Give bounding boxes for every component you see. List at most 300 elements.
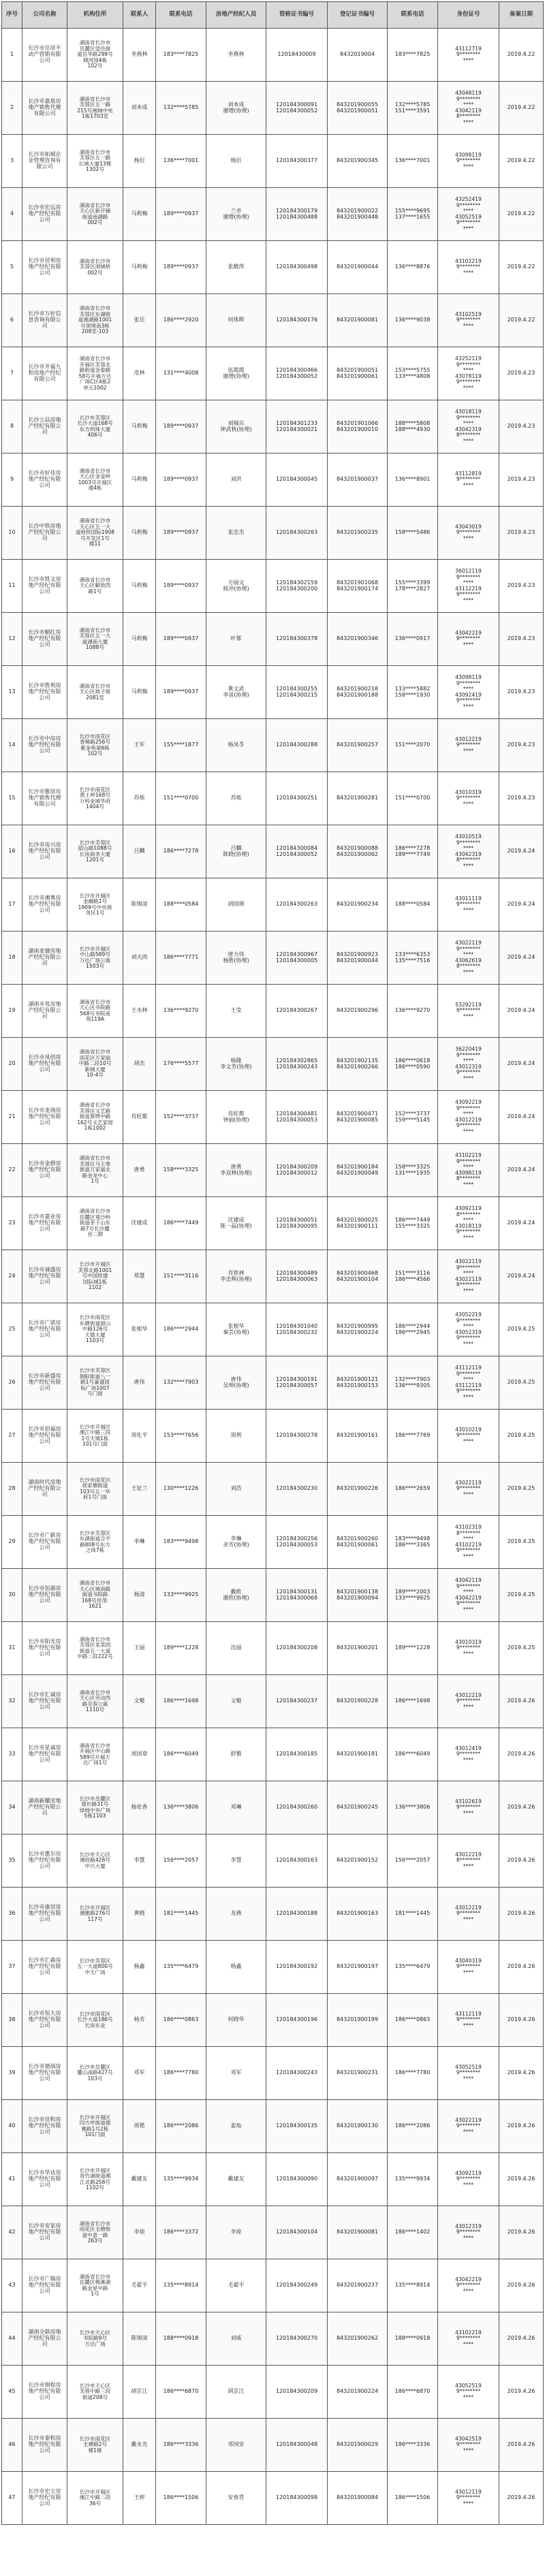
- qualification-cell: 120184300498: [266, 241, 328, 294]
- contact-cell: 马莉梅: [123, 188, 156, 241]
- table-row: [2, 2312, 544, 2366]
- serial-cell: 22: [2, 1144, 22, 1197]
- contact-cell: 李燕林: [123, 29, 156, 82]
- serial-cell: 43: [2, 2259, 22, 2312]
- registration-cell: 843201900084: [328, 2472, 388, 2525]
- table-row: [2, 1144, 544, 1197]
- contact-cell: 杨鑫: [123, 1941, 156, 1994]
- address-cell: 湖南省长沙市 岳麓区梅溪湖 路金星中路 1号: [67, 2259, 123, 2312]
- table-row: [2, 400, 544, 454]
- qualification-cell: 120184301040 120184300232: [266, 1303, 328, 1356]
- filing-date-cell: 2019.4.24: [499, 1091, 544, 1144]
- agent-phone-cell: 151****3116 186****4566: [388, 1250, 438, 1303]
- agent-cell: 李燕林: [206, 29, 266, 82]
- contact-cell: 刘天尚: [123, 932, 156, 985]
- serial-cell: 39: [2, 2047, 22, 2100]
- serial-cell: 20: [2, 1038, 22, 1091]
- contact-cell: 张岳: [123, 294, 156, 347]
- agent-phone-cell: 155****3399 178****2827: [388, 560, 438, 613]
- agent-cell: 伍霞霞 谢增(协理): [206, 347, 266, 400]
- address-cell: 湖南省长沙市 芙蓉区韭菜园 街道五一大道 中路二段222号: [67, 1622, 123, 1675]
- qualification-cell: 120184300091 120184300052: [266, 82, 328, 135]
- contact-cell: 杨伦香: [123, 1781, 156, 1834]
- contact-cell: 李琳: [123, 1516, 156, 1569]
- company-cell: 湖南时代房地 产经纪有限公 司: [22, 1463, 67, 1516]
- agent-cell: 叶郁: [206, 613, 266, 666]
- company-cell: 长沙市恒大房 地产经纪有限 公司: [22, 1994, 67, 2047]
- filing-date-cell: 2019.4.23: [499, 560, 544, 613]
- registry-table: [1, 1, 544, 2525]
- agent-cell: 何晓华: [206, 1994, 266, 2047]
- contact-cell: 陈锦清: [123, 878, 156, 932]
- address-cell: 湖南省长沙市 芙蓉区东湖街 道湘湖路1001 号领境南3栋 208室-103: [67, 294, 123, 347]
- company-cell: 长沙市汇森房 地产经纪有限 公司: [22, 1941, 67, 1994]
- id-number-cell: 43052519 9******** ****: [438, 2366, 499, 2419]
- address-cell: 长沙市开福区 湘雅路276号 117号: [67, 1888, 123, 1941]
- registration-cell: 843201900471 843201900085: [328, 1091, 388, 1144]
- address-cell: 长沙市雨花区 侯家塘街道 103号五一华 府1号门面: [67, 1463, 123, 1516]
- registration-cell: 843201900257: [328, 719, 388, 772]
- serial-cell: 42: [2, 2206, 22, 2259]
- filing-date-cell: 2019.4.26: [499, 2366, 544, 2419]
- contact-cell: 王征兰: [123, 1463, 156, 1516]
- address-cell: 长沙市芙蓉区 韶山路1088号 长房商务大厦 1201号: [67, 825, 123, 878]
- contact-phone-cell: 189****0937: [156, 507, 206, 560]
- agent-phone-cell: 158****3325 131****1935: [388, 1144, 438, 1197]
- agent-phone-cell: 186****7780: [388, 2047, 438, 2100]
- agent-cell: 杨衍: [206, 135, 266, 188]
- id-number-cell: 43011119 9******** ****: [438, 878, 499, 932]
- qualification-cell: 120184300377: [266, 135, 328, 188]
- filing-date-cell: 2019.4.24: [499, 878, 544, 932]
- agent-cell: 戴建友: [206, 2153, 266, 2206]
- contact-phone-cell: 186****7278: [156, 825, 206, 878]
- agent-cell: 张忠杰: [206, 507, 266, 560]
- address-cell: 长沙市开福区 中山路589号 万达广场公寓 1503号: [67, 932, 123, 985]
- agent-cell: 肖旺都 钟丽(协理): [206, 1091, 266, 1144]
- contact-cell: 邓军: [123, 2047, 156, 2100]
- table-row: [2, 666, 544, 719]
- filing-date-cell: 2019.4.23: [499, 666, 544, 719]
- agent-phone-cell: 136****8901: [388, 454, 438, 507]
- filing-date-cell: 2019.4.24: [499, 1250, 544, 1303]
- agent-cell: 唐勇 李双林(协理): [206, 1144, 266, 1197]
- registration-cell: 843201900234: [328, 878, 388, 932]
- qualification-cell: 120184300489 120184300063: [266, 1250, 328, 1303]
- qualification-cell: 120184300466 120184300052: [266, 347, 328, 400]
- header-address: 机构住所: [67, 2, 123, 29]
- contact-cell: 王军: [123, 719, 156, 772]
- table-row: [2, 1622, 544, 1675]
- id-number-cell: 43012219 9******** ****: [438, 1675, 499, 1728]
- serial-cell: 37: [2, 1941, 22, 1994]
- registration-cell: 843201902135 843201900266: [328, 1038, 388, 1091]
- filing-date-cell: 2019.4.26: [499, 1994, 544, 2047]
- agent-cell: 何体辉: [206, 294, 266, 347]
- id-number-cell: 43012319 9******** ****: [438, 2206, 499, 2259]
- serial-cell: 2: [2, 82, 22, 135]
- filing-date-cell: 2019.4.26: [499, 2100, 544, 2153]
- address-cell: 长沙市开福区 四方坪街道德 雅路1号2栋 101门面: [67, 2100, 123, 2153]
- registration-cell: 843201900231: [328, 2047, 388, 2100]
- qualification-cell: 120184300256 120184300053: [266, 1516, 328, 1569]
- registration-cell: 843201900226: [328, 1463, 388, 1516]
- serial-cell: 8: [2, 400, 22, 454]
- company-cell: 长沙市万好信 息咨询有限公 司: [22, 294, 67, 347]
- agent-phone-cell: 136****3806: [388, 1781, 438, 1834]
- registration-cell: 843201900037: [328, 454, 388, 507]
- contact-phone-cell: 189****0937: [156, 188, 206, 241]
- serial-cell: 16: [2, 825, 22, 878]
- company-cell: 长沙市佳和房 地产经纪有限 公司: [22, 2100, 67, 2153]
- registration-cell: 843201900184 843201900049: [328, 1144, 388, 1197]
- agent-phone-cell: 151****0700: [388, 772, 438, 825]
- agent-cell: 张靓萍: [206, 241, 266, 294]
- id-number-cell: 43010319 9******** ****: [438, 772, 499, 825]
- contact-phone-cell: 186****6870: [156, 2366, 206, 2419]
- filing-date-cell: 2019.4.23: [499, 772, 544, 825]
- id-number-cell: 43010219 9******** ****: [438, 1410, 499, 1463]
- agent-cell: 龙燕: [206, 1888, 266, 1941]
- filing-date-cell: 2019.4.22: [499, 294, 544, 347]
- registration-cell: 843201900224: [328, 2366, 388, 2419]
- filing-date-cell: 2019.4.25: [499, 1356, 544, 1410]
- contact-cell: 文魁: [123, 1675, 156, 1728]
- header-id-number: 身份证号: [438, 2, 499, 29]
- agent-phone-cell: 155****9695 137****1655: [388, 188, 438, 241]
- contact-phone-cell: 186****1698: [156, 1675, 206, 1728]
- company-cell: 长沙市凤创房 地产经纪有限 公司: [22, 1038, 67, 1091]
- registration-cell: 843201900296: [328, 985, 388, 1038]
- registration-cell: 843201900245: [328, 1781, 388, 1834]
- contact-cell: 戴永光: [123, 2419, 156, 2472]
- registration-cell: 843201900235: [328, 507, 388, 560]
- qualification-cell: 120184300267: [266, 985, 328, 1038]
- serial-cell: 11: [2, 560, 22, 613]
- table-row: [2, 1834, 544, 1888]
- contact-cell: 唐勇: [123, 1144, 156, 1197]
- address-cell: 长沙市开福区 金融路1号 1909号中央商 务区1号: [67, 878, 123, 932]
- id-number-cell: 43102219 9******** **** 43098119 8******** ****: [438, 1144, 499, 1197]
- table-row: [2, 1410, 544, 1463]
- company-cell: 长沙市宏立房 地产经纪有限 公司: [22, 2472, 67, 2525]
- registration-cell: 843201900345: [328, 135, 388, 188]
- registration-cell: 843201900161: [328, 1410, 388, 1463]
- company-cell: 长沙市新盛房 地产经纪有限 公司: [22, 1356, 67, 1410]
- qualification-cell: 120184300967 120184300005: [266, 932, 328, 985]
- agent-phone-cell: 132****7903 136****9305: [388, 1356, 438, 1410]
- address-cell: 长沙市天心区 书院路9号 万达广场: [67, 2312, 123, 2366]
- agent-cell: 杨鑫: [206, 1941, 266, 1994]
- contact-cell: 黄晓: [123, 1888, 156, 1941]
- agent-cell: 舒雅: [206, 1728, 266, 1781]
- contact-phone-cell: 189****0937: [156, 613, 206, 666]
- company-cell: 长沙市泰和房 地产经纪有限 公司: [22, 2419, 67, 2472]
- agent-phone-cell: 133****6353 135****7516: [388, 932, 438, 985]
- serial-cell: 29: [2, 1516, 22, 1569]
- contact-cell: 毛翟平: [123, 2259, 156, 2312]
- agent-phone-cell: 186****2086: [388, 2100, 438, 2153]
- id-number-cell: 43102619 9******** ****: [438, 1781, 499, 1834]
- id-number-cell: 43102519 9******** ****: [438, 294, 499, 347]
- serial-cell: 47: [2, 2472, 22, 2525]
- address-cell: 长沙市开福区 湘江中路二段 36号: [67, 2472, 123, 2525]
- table-row: [2, 29, 544, 82]
- company-cell: 长沙市锦程房 地产经纪有限 公司: [22, 2366, 67, 2419]
- agent-phone-cell: 189****2003 133****9925: [388, 1569, 438, 1622]
- header-filing-date: 备案日期: [499, 2, 544, 29]
- agent-cell: 李慧: [206, 1834, 266, 1888]
- qualification-cell: 120184300051 120184300095: [266, 1197, 328, 1250]
- serial-cell: 45: [2, 2366, 22, 2419]
- agent-phone-cell: 181****1445: [388, 1888, 438, 1941]
- agent-phone-cell: 188****0584: [388, 878, 438, 932]
- qualification-cell: 120184300278: [266, 1410, 328, 1463]
- contact-cell: 范林: [123, 347, 156, 400]
- qualification-cell: 120184300209 120184300012: [266, 1144, 328, 1197]
- serial-cell: 5: [2, 241, 22, 294]
- contact-cell: 杨清: [123, 1569, 156, 1622]
- address-cell: 湖南省长沙市 天心区坡子街 2081室: [67, 666, 123, 719]
- agent-cell: 张根华 秦芸(协理): [206, 1303, 266, 1356]
- agent-cell: 刘浩: [206, 1463, 266, 1516]
- contact-phone-cell: 189****0937: [156, 241, 206, 294]
- company-cell: 长沙市嘉业房 地产经纪有限 公司: [22, 1197, 67, 1250]
- id-number-cell: 43042219 9******** ****: [438, 613, 499, 666]
- agent-cell: 文魁: [206, 1675, 266, 1728]
- contact-phone-cell: 186****7771: [156, 932, 206, 985]
- id-number-cell: 43043019 9******** ****: [438, 507, 499, 560]
- address-cell: 湖南省长沙市 芙蓉区浏城桥 002号: [67, 241, 123, 294]
- agent-cell: 刘城兵 钟武秋(协理): [206, 400, 266, 454]
- filing-date-cell: 2019.4.24: [499, 932, 544, 985]
- filing-date-cell: 2019.4.26: [499, 2047, 544, 2100]
- qualification-cell: 120184300098: [266, 2472, 328, 2525]
- serial-cell: 14: [2, 719, 22, 772]
- contact-cell: 郑慧: [123, 1250, 156, 1303]
- qualification-cell: 120184300084 120184300052: [266, 825, 328, 878]
- filing-date-cell: 2019.4.26: [499, 2312, 544, 2366]
- address-cell: 长沙市雨花区 长沙大道186号 长房东业: [67, 1994, 123, 2047]
- company-cell: 湖南市兆房地 产经纪有限公 司: [22, 985, 67, 1038]
- address-cell: 长沙市芙蓉区 东湖街道合平 路808号东方 之珠7栋: [67, 1516, 123, 1569]
- registration-cell: 843201900199: [328, 1994, 388, 2047]
- agent-phone-cell: 151****2070: [388, 719, 438, 772]
- company-cell: 湖南麦捷房地 产经纪有限公 司: [22, 932, 67, 985]
- filing-date-cell: 2019.4.22: [499, 188, 544, 241]
- table-row: [2, 294, 544, 347]
- table-row: [2, 1941, 544, 1994]
- address-cell: 湖南省长沙市 芙蓉区马王堆 街道万家丽北 路金龙中心 1号: [67, 1144, 123, 1197]
- contact-phone-cell: 186****3336: [156, 2419, 206, 2472]
- registration-cell: 843201900081: [328, 2206, 388, 2259]
- address-cell: 湖南省长沙市 芙蓉区五一大 道湖南大厦 1088号: [67, 613, 123, 666]
- id-number-cell: 36220419 9******** **** 43012319 9******** ****: [438, 1038, 499, 1091]
- company-cell: 长沙市康居房 地产经纪有限 公司: [22, 1888, 67, 1941]
- address-cell: 长沙市芙蓉区 长沙大道168号 东方明珠大厦 406号: [67, 400, 123, 454]
- company-cell: 长沙市中房房 地产经纪有限 公司: [22, 719, 67, 772]
- qualification-cell: 120184300237: [266, 1675, 328, 1728]
- agent-phone-cell: 133****5882 158****1930: [388, 666, 438, 719]
- header-serial: 序号: [2, 2, 22, 29]
- registration-cell: 843201900088 843201900062: [328, 825, 388, 878]
- agent-phone-cell: 135****9934: [388, 2153, 438, 2206]
- contact-cell: 马莉梅: [123, 666, 156, 719]
- filing-date-cell: 2019.4.25: [499, 1569, 544, 1622]
- registration-cell: 843201900197: [328, 1941, 388, 1994]
- agent-cell: 安春青: [206, 2472, 266, 2525]
- contact-phone-cell: 188****0584: [156, 878, 206, 932]
- contact-phone-cell: 131****4008: [156, 347, 206, 400]
- address-cell: 长沙市雨花区 黄土岭168号 万科金域华府 1404号: [67, 772, 123, 825]
- registration-cell: 8432019004: [328, 29, 388, 82]
- table-row: [2, 1303, 544, 1356]
- table-row: [2, 2153, 544, 2206]
- company-cell: 长沙市胜利房 地产经纪有限 公司: [22, 666, 67, 719]
- id-number-cell: 43018119 9******** **** 43042319 8******** ****: [438, 400, 499, 454]
- contact-phone-cell: 189****0937: [156, 400, 206, 454]
- contact-cell: 杨衍: [123, 135, 156, 188]
- table-row: [2, 135, 544, 188]
- id-number-cell: 43112119 9******** ****: [438, 1994, 499, 2047]
- table-row: [2, 1463, 544, 1516]
- filing-date-cell: 2019.4.25: [499, 1516, 544, 1569]
- id-number-cell: 43052219 9******** **** 43052319 9******** ****: [438, 1303, 499, 1356]
- agent-phone-cell: 186****1506: [388, 2472, 438, 2525]
- agent-phone-cell: 183****9498 186****3365: [388, 1516, 438, 1569]
- serial-cell: 26: [2, 1356, 22, 1410]
- filing-date-cell: 2019.4.25: [499, 1303, 544, 1356]
- qualification-cell: 120184300191 120184300057: [266, 1356, 328, 1410]
- agent-cell: 毛翟平: [206, 2259, 266, 2312]
- filing-date-cell: 2019.4.26: [499, 1888, 544, 1941]
- qualification-cell: 120184300196: [266, 1994, 328, 2047]
- agent-phone-cell: 135****8914: [388, 2259, 438, 2312]
- company-cell: 长沙市岳居不 动产营销有限 公司: [22, 29, 67, 82]
- registration-cell: 843201900044: [328, 241, 388, 294]
- filing-date-cell: 2019.4.26: [499, 2419, 544, 2472]
- qualification-cell: 120184300048: [266, 2419, 328, 2472]
- qualification-cell: 120184300176: [266, 294, 328, 347]
- filing-date-cell: 2019.4.23: [499, 719, 544, 772]
- registration-cell: 843201900029: [328, 2419, 388, 2472]
- address-cell: 湖南省长沙市 天心区五一大 道地铁国际1908 号开发区1号 楼11: [67, 507, 123, 560]
- contact-cell: 马莉梅: [123, 454, 156, 507]
- header-contact: 联系人: [123, 2, 156, 29]
- registration-cell: 843201900163: [328, 1888, 388, 1941]
- company-cell: 湖南新耀房地 产经纪有限公 司: [22, 1781, 67, 1834]
- table-row: [2, 507, 544, 560]
- contact-phone-cell: 189****0937: [156, 454, 206, 507]
- filing-date-cell: 2019.4.26: [499, 1728, 544, 1781]
- table-row: [2, 932, 544, 985]
- agent-cell: 姜灿: [206, 2100, 266, 2153]
- id-number-cell: 36012119 9******** **** 43112219 9******** ****: [438, 560, 499, 613]
- agent-cell: 戴欧 谢欣(协理): [206, 1569, 266, 1622]
- agent-phone-cell: 186****1402: [388, 2206, 438, 2259]
- agent-cell: 胡芷江: [206, 2366, 266, 2419]
- table-row: [2, 2366, 544, 2419]
- address-cell: 长沙市岳麓区 银杉路31号 绿地中央广场 5栋1103: [67, 1781, 123, 1834]
- agent-cell: 沈丽: [206, 1622, 266, 1675]
- agent-phone-cell: 136****8876: [388, 241, 438, 294]
- agent-phone-cell: 186****6870: [388, 2366, 438, 2419]
- table-row: [2, 1250, 544, 1303]
- qualification-cell: 120184300045: [266, 454, 328, 507]
- qualification-cell: 120184300104: [266, 2206, 328, 2259]
- contact-cell: 王丽: [123, 1622, 156, 1675]
- registration-cell: 843201900468 843201900104: [328, 1250, 388, 1303]
- contact-phone-cell: 153****7656: [156, 1410, 206, 1463]
- contact-phone-cell: 186****2944: [156, 1303, 206, 1356]
- contact-phone-cell: 132****7903: [156, 1356, 206, 1410]
- filing-date-cell: 2019.4.22: [499, 82, 544, 135]
- id-number-cell: 43102319 8******** **** 43102219 9******** ****: [438, 1516, 499, 1569]
- filing-date-cell: 2019.4.22: [499, 29, 544, 82]
- company-cell: 长沙市麦润房 地产经纪有限 公司: [22, 1091, 67, 1144]
- registration-cell: 843201900281: [328, 772, 388, 825]
- contact-phone-cell: 186****6049: [156, 1728, 206, 1781]
- serial-cell: 18: [2, 932, 22, 985]
- table-row: [2, 1728, 544, 1781]
- company-cell: 长沙市嘉泉房 地产销售代理 有限公司: [22, 82, 67, 135]
- agent-phone-cell: 135****6479: [388, 1941, 438, 1994]
- address-cell: 长沙市雨花区 圭塘路2号 楼1楼: [67, 2419, 123, 2472]
- contact-cell: 李琼: [123, 2206, 156, 2259]
- contact-phone-cell: 186****2086: [156, 2100, 206, 2153]
- filing-date-cell: 2019.4.22: [499, 241, 544, 294]
- filing-date-cell: 2019.4.23: [499, 347, 544, 400]
- serial-cell: 13: [2, 666, 22, 719]
- table-row: [2, 1197, 544, 1250]
- filing-date-cell: 2019.4.25: [499, 1410, 544, 1463]
- agent-phone-cell: 186****0618 186****0590: [388, 1038, 438, 1091]
- contact-phone-cell: 158****3325: [156, 1144, 206, 1197]
- company-cell: 长沙市恒源房 地产经纪有限 公司: [22, 1569, 67, 1622]
- contact-phone-cell: 189****1228: [156, 1622, 206, 1675]
- table-row: [2, 878, 544, 932]
- contact-phone-cell: 135****9934: [156, 2153, 206, 2206]
- qualification-cell: 120184300185: [266, 1728, 328, 1781]
- id-number-cell: 43102219 9******** ****: [438, 2312, 499, 2366]
- qualification-cell: 120184300263: [266, 507, 328, 560]
- qualification-cell: 120184300163: [266, 1834, 328, 1888]
- id-number-cell: 43012119 9******** ****: [438, 2472, 499, 2525]
- address-cell: 湖南省长沙市 天心区城南路 街道书院路 168号世茂· 1621: [67, 1569, 123, 1622]
- contact-cell: 唐伟: [123, 1356, 156, 1410]
- id-number-cell: 43048119 9******** **** 43042119 8******** ****: [438, 82, 499, 135]
- qualification-cell: 12018430009: [266, 29, 328, 82]
- serial-cell: 21: [2, 1091, 22, 1144]
- agent-phone-cell: 186****3336: [388, 2419, 438, 2472]
- contact-cell: 吕麟: [123, 825, 156, 878]
- company-cell: 长沙市房兴房 地产经纪有限 公司: [22, 825, 67, 878]
- contact-cell: 王婷: [123, 2472, 156, 2525]
- table-row: [2, 188, 544, 241]
- company-cell: 长沙市诚盛房 地产经纪有限 公司: [22, 1250, 67, 1303]
- id-number-cell: 43022119 9******** **** 43062619 8******** ****: [438, 932, 499, 985]
- table-row: [2, 1994, 544, 2047]
- filing-date-cell: 2019.4.26: [499, 2259, 544, 2312]
- contact-phone-cell: 130****1226: [156, 1463, 206, 1516]
- agent-cell: 唐伟 吴坤(协理): [206, 1356, 266, 1410]
- table-row: [2, 1038, 544, 1091]
- agent-phone-cell: 186****2659: [388, 1463, 438, 1516]
- table-row: [2, 2419, 544, 2472]
- header-agents: 房地产经纪人员: [206, 2, 266, 29]
- serial-cell: 27: [2, 1410, 22, 1463]
- address-cell: 湖南省长沙市 天心区劳动西 路芙蓉公寓 1110号: [67, 1675, 123, 1728]
